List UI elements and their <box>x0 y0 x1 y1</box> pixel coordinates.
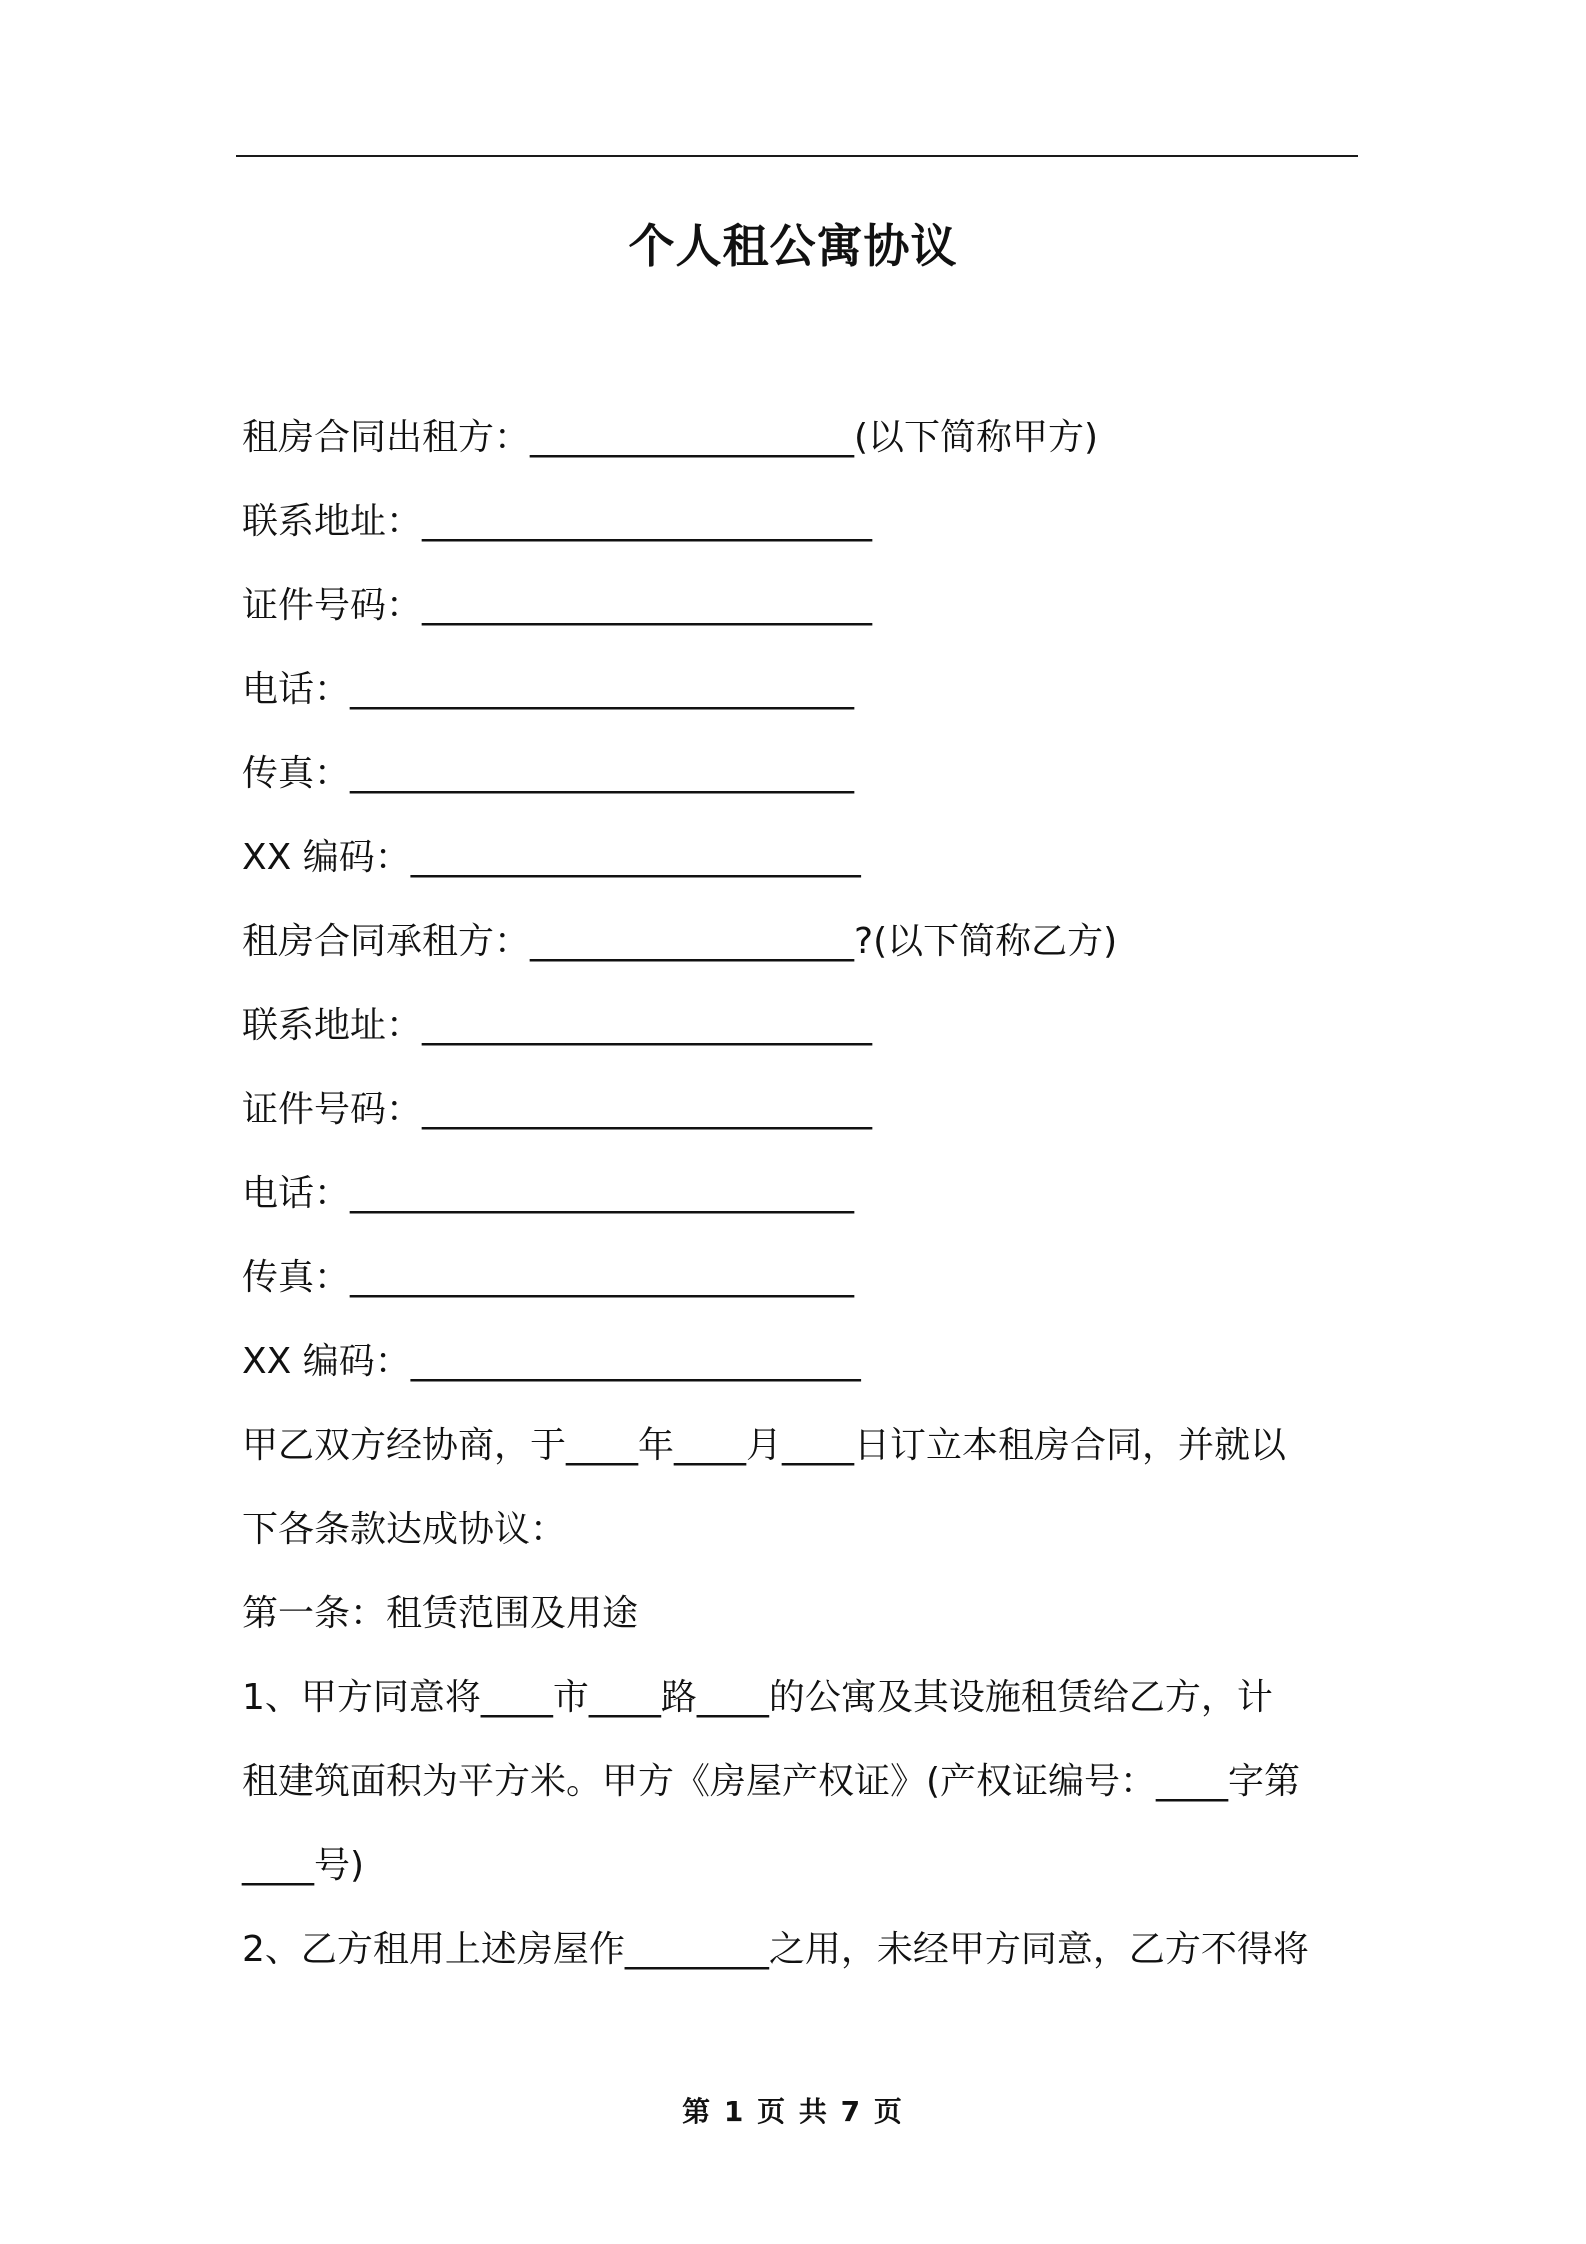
lessor-address-line: 联系地址：_________________________ <box>242 501 873 542</box>
clause-2-line-1: 2、乙方租用上述房屋作________之用，未经甲方同意，乙方不得将 <box>242 1929 1309 1970</box>
lessor-phone-line: 电话：____________________________ <box>242 669 855 710</box>
lessee-address-line: 联系地址：_________________________ <box>242 1005 873 1046</box>
lessee-phone-line: 电话：____________________________ <box>242 1173 855 1214</box>
clause-1-line-3: ____号) <box>242 1845 365 1886</box>
intro-paragraph-line-1: 甲乙双方经协商，于____年____月____日订立本租房合同，并就以 <box>242 1425 1287 1466</box>
clause-1-line-1: 1、甲方同意将____市____路____的公寓及其设施租赁给乙方，计 <box>242 1677 1273 1718</box>
document-title: 个人租公寓协议 <box>628 219 958 273</box>
lessor-code-line: XX 编码：_________________________ <box>242 837 861 878</box>
lessor-name-line: 租房合同出租方：__________________(以下简称甲方) <box>242 417 1099 458</box>
lessee-id-line: 证件号码：_________________________ <box>242 1089 873 1130</box>
intro-paragraph-line-2: 下各条款达成协议： <box>242 1509 567 1550</box>
clause-1-line-2: 租建筑面积为平方米。甲方《房屋产权证》(产权证编号：____字第 <box>242 1761 1301 1802</box>
article-1-heading: 第一条：租赁范围及用途 <box>242 1593 639 1634</box>
lessee-fax-line: 传真：____________________________ <box>242 1257 855 1298</box>
header-rule <box>236 155 1358 157</box>
lessee-code-line: XX 编码：_________________________ <box>242 1341 861 1382</box>
lessor-fax-line: 传真：____________________________ <box>242 753 855 794</box>
page-number-footer: 第 1 页 共 7 页 <box>682 2095 904 2128</box>
lessee-name-line: 租房合同承租方：__________________?(以下简称乙方) <box>242 921 1118 962</box>
lessor-id-line: 证件号码：_________________________ <box>242 585 873 626</box>
